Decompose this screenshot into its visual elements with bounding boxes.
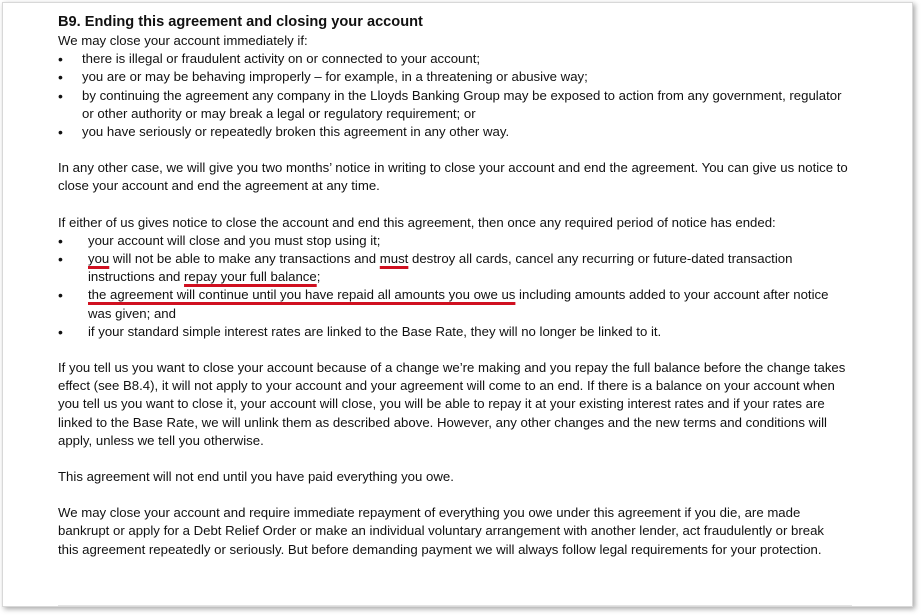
list-item	[58, 250, 848, 286]
list-text: destroy all cards, cancel any recurring or future-dated transaction instructions and	[88, 251, 793, 285]
list-item: • by continuing the agreement any company in the Lloyds Banking Group may be exposed to action from any government, regulator or other authority or may break a legal or regulatory requirement; or	[58, 87, 848, 123]
underlined-text: the agreement will continue until you have repaid all amounts you owe us	[88, 287, 516, 303]
list-item: • you have seriously or repeatedly broken this agreement in any other way.	[58, 123, 848, 141]
repayment-paragraph: We may close your account and require immediate repayment of everything you owe under this agreement if you die, are made bankrupt or apply for a Debt Relief Order or make an individual voluntary arrangement with another lender, act fraudulently or break this agreement repeatedly or seriously. But before demanding payment we will always follow legal requirements for your protection.	[58, 505, 825, 557]
spacer	[58, 141, 848, 159]
spacer	[58, 450, 848, 468]
change-close-paragraph: If you tell us you want to close your account because of a change we’re making and you repay the full balance before the change takes effect (see B8.4), it will not apply to your account and your agreement will come to an end. If there is a balance on your account when you tell us you want to close it, your account will close, you will be able to repay it at your existing interest rates and if your rates are linked to the Base Rate, we will unlink them as described above. However, any other changes and the new terms and conditions will apply, unless we tell you otherwise.	[58, 360, 846, 448]
underlined-text: must	[379, 251, 409, 267]
not-end-paragraph: This agreement will not end until you have paid everything you owe.	[58, 469, 454, 485]
list-item	[58, 286, 848, 322]
list-text: will not be able to make any transactions and	[109, 251, 380, 267]
notice-paragraph: In any other case, we will give you two months’ notice in writing to close your account and end the agreement. You can give us notice to close your account and end the agreement at any time.	[58, 160, 848, 194]
list-text: including amounts added to your account after notice was given; and	[88, 287, 829, 321]
list-item: • there is illegal or fraudulent activity on or connected to your account;	[58, 50, 848, 68]
list-item: • if your standard simple interest rates are linked to the Base Rate, they will no longer be linked to it.	[58, 323, 848, 341]
immediate-close-intro: We may close your account immediately if:	[58, 33, 308, 48]
immediate-close-list	[58, 50, 848, 141]
document-page	[2, 2, 913, 607]
bottom-divider	[58, 605, 852, 606]
after-notice-list	[58, 232, 848, 341]
list-text: ;	[316, 269, 321, 285]
after-notice-intro: If either of us gives notice to close the account and end this agreement, then once any required period of notice has ended:	[58, 214, 776, 230]
underlined-text: repay your full balance	[184, 269, 317, 285]
spacer	[58, 486, 848, 504]
underlined-text: you	[88, 251, 110, 267]
spacer	[58, 341, 848, 359]
section-heading: B9. Ending this agreement and closing your account	[58, 14, 423, 30]
document-content	[58, 12, 848, 559]
list-item: • you are or may be behaving improperly – for example, in a threatening or abusive way;	[58, 68, 848, 86]
list-item: • your account will close and you must stop using it;	[58, 232, 848, 250]
spacer	[58, 196, 848, 214]
